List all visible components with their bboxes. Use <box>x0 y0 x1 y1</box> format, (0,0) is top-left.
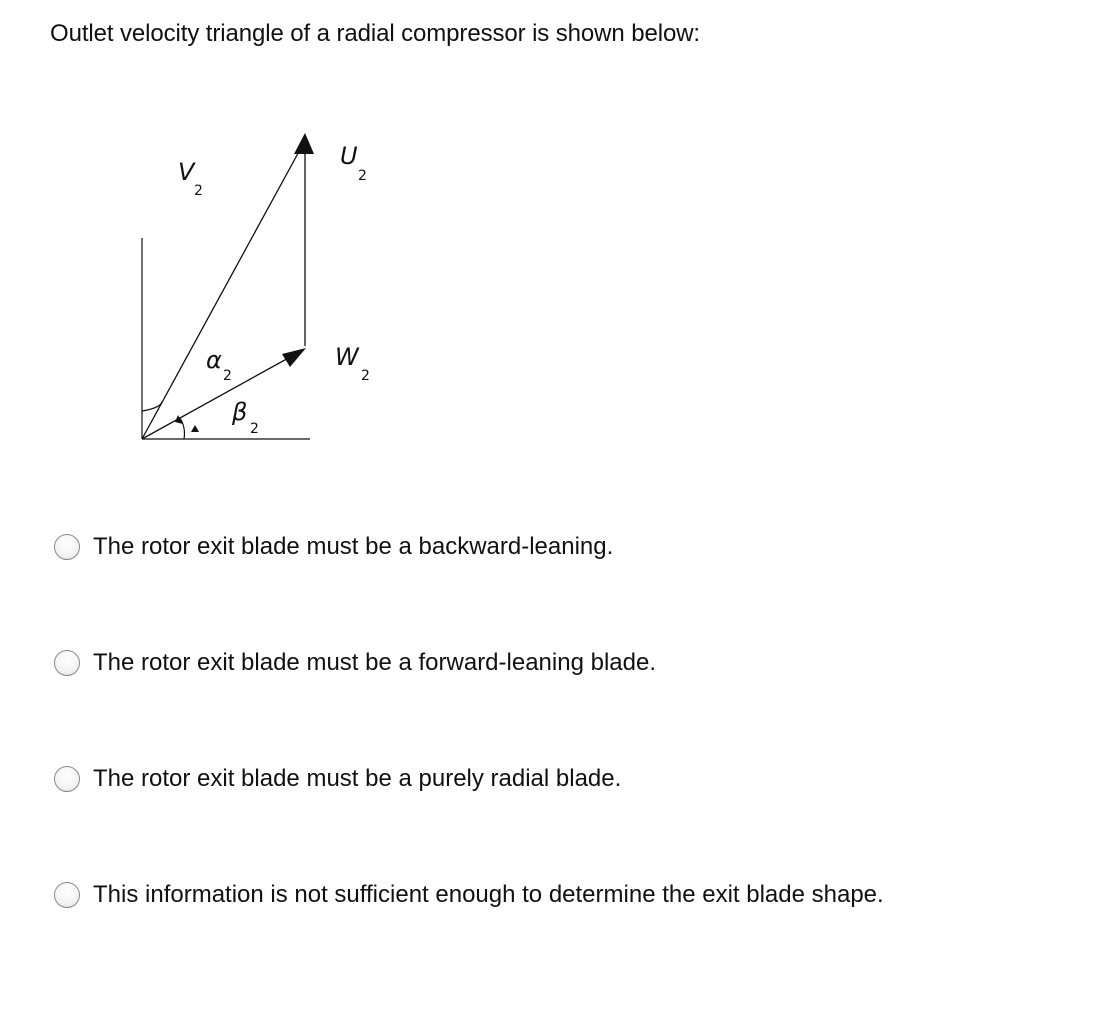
u2-subscript: 2 <box>358 168 367 184</box>
option-not-sufficient[interactable] <box>54 875 884 915</box>
v2-subscript: 2 <box>194 183 203 199</box>
velocity-triangle-svg <box>120 118 370 448</box>
option-purely-radial[interactable] <box>54 759 621 799</box>
w2-subscript: 2 <box>361 368 370 384</box>
u2-label: U <box>340 142 358 170</box>
option-label[interactable]: This information is not sufficient enough to determine the exit blade shape. <box>93 881 884 908</box>
alpha2-subscript: 2 <box>223 368 232 384</box>
option-radio-button[interactable] <box>54 650 80 676</box>
beta2-label: β <box>232 398 248 426</box>
option-radio-button[interactable] <box>54 882 80 908</box>
option-radio-button[interactable] <box>54 534 80 560</box>
option-radio-button[interactable] <box>54 766 80 792</box>
w2-label: W <box>335 343 359 371</box>
beta2-subscript: 2 <box>250 421 259 437</box>
u2-arrowhead <box>294 133 314 154</box>
option-backward-leaning[interactable] <box>54 527 613 567</box>
velocity-triangle-diagram <box>120 118 370 448</box>
question-text: Outlet velocity triangle of a radial compressor is shown below: <box>50 20 700 47</box>
option-forward-leaning[interactable] <box>54 643 656 683</box>
alpha2-label: α <box>206 346 222 374</box>
alpha2-arrowhead <box>191 425 199 432</box>
alpha2-arc <box>142 402 162 411</box>
option-label[interactable]: The rotor exit blade must be a backward-leaning. <box>93 533 614 560</box>
option-label[interactable]: The rotor exit blade must be a purely radial blade. <box>93 765 622 792</box>
v2-label: V <box>178 158 195 186</box>
w2-arrowhead <box>282 348 306 367</box>
option-label[interactable]: The rotor exit blade must be a forward-leaning blade. <box>93 649 656 676</box>
